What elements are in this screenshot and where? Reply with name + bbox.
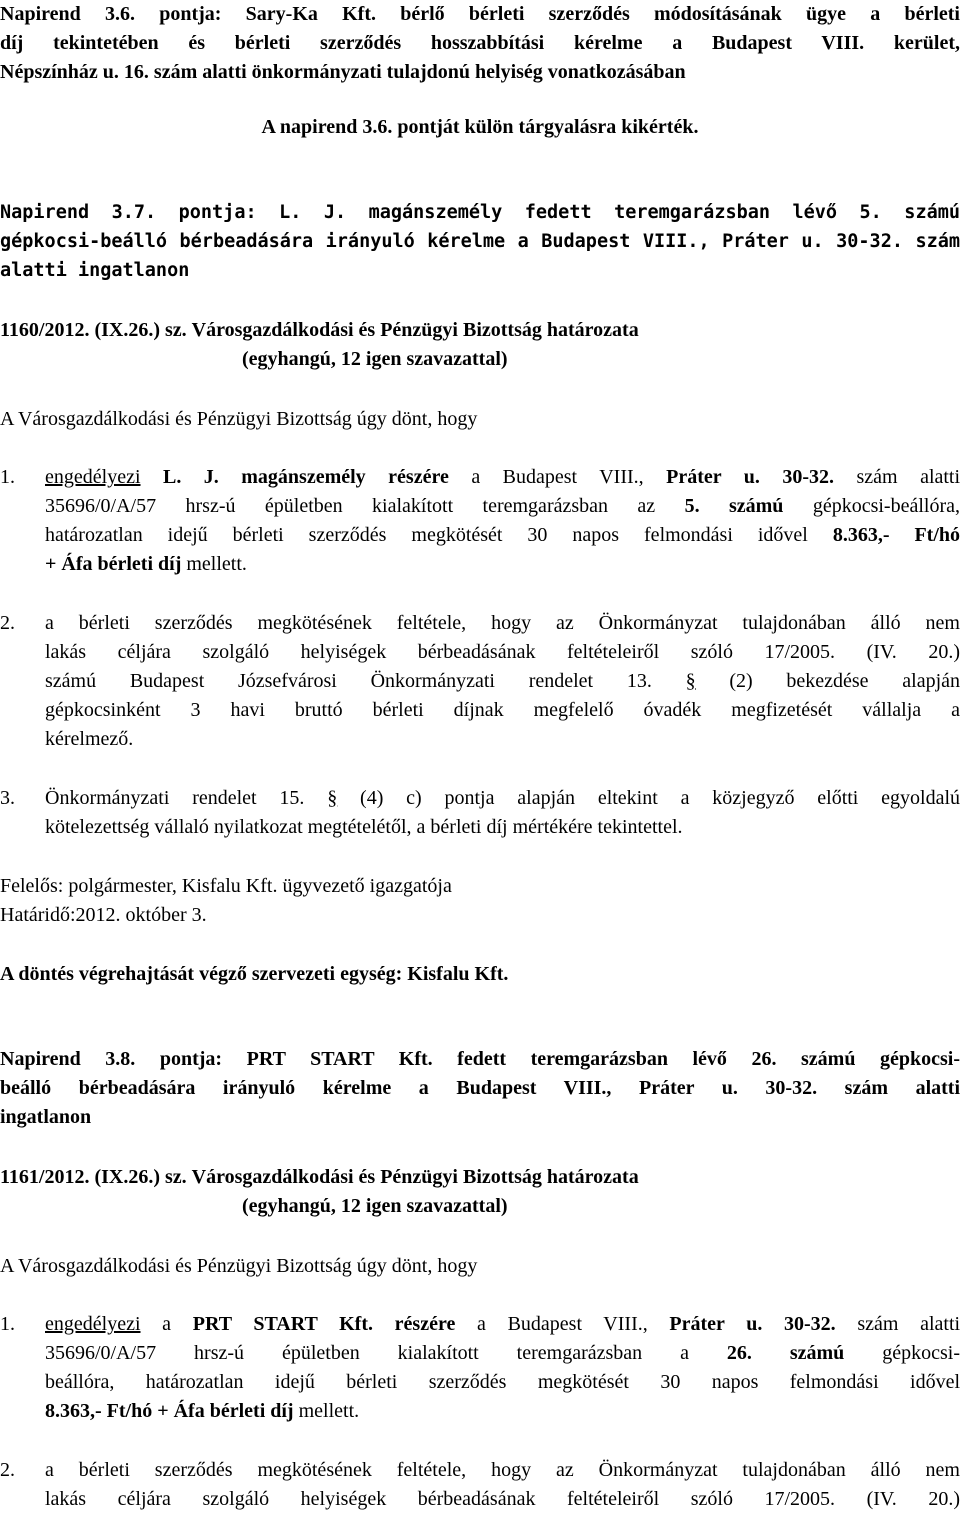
agenda-item-3-8-heading bbox=[0, 1045, 960, 1132]
resolution-title: Városgazdálkodási és Pénzügyi Bizottság határozata bbox=[191, 1166, 639, 1188]
heading-line: Napirend 3.8. pontja: PRT START Kft. fedett teremgarázsban lévő 26. számú gépkocsi- bbox=[0, 1048, 960, 1070]
text: (2) bekezdése alapján bbox=[729, 670, 960, 692]
text: (4) c) pontja alapján eltekint a közjegyző előtti egyoldalú bbox=[360, 787, 960, 809]
text: lakás céljára szolgáló helyiségek bérbeadásának feltételeiről szóló 17/2005. (IV. 20.) bbox=[45, 641, 960, 663]
point-number: 2. bbox=[0, 1459, 15, 1481]
text: mellett. bbox=[186, 553, 247, 575]
address-street: Práter u. 30-32. bbox=[666, 466, 835, 488]
agenda-item-3-7-heading bbox=[0, 198, 960, 285]
address-part: szám alatti bbox=[856, 466, 960, 488]
text: kérelmező. bbox=[45, 728, 134, 750]
resolution-title: Városgazdálkodási és Pénzügyi Bizottság határozata bbox=[191, 319, 639, 341]
heading-line: alatti ingatlanon bbox=[0, 260, 190, 281]
decision-point-3 bbox=[0, 784, 960, 844]
executor-line: A döntés végrehajtását végző szervezeti egység: Kisfalu Kft. bbox=[0, 963, 509, 985]
heading-line: ingatlanon bbox=[0, 1106, 92, 1128]
resolution-number: 1160/2012. (IX.26.) sz. bbox=[0, 319, 187, 341]
beneficiary: PRT START Kft. részére bbox=[192, 1313, 456, 1335]
heading-line: díj tekintetében és bérleti szerződés hosszabbítási kérelme a Budapest VIII. kerület, bbox=[0, 32, 960, 54]
text: beállóra, határozatlan idejű bérleti szerződés megkötését 30 napos felmondási idővel bbox=[45, 1371, 960, 1393]
address-part: a Budapest VIII., bbox=[471, 466, 644, 488]
point-number: 1. bbox=[0, 1313, 15, 1335]
resolution-1160-header bbox=[0, 316, 960, 374]
decision-point-2 bbox=[0, 609, 960, 759]
text: 35696/0/A/57 hrsz-ú épületben kialakított teremgarázsban a bbox=[45, 1342, 689, 1364]
heading-line: beálló bérbeadására irányuló kérelme a Budapest VIII., Práter u. 30-32. szám alatti bbox=[0, 1077, 960, 1099]
text: a bbox=[162, 1313, 172, 1335]
address-part: a Budapest VIII., bbox=[477, 1313, 648, 1335]
decision-point-1 bbox=[0, 463, 960, 583]
heading-line: gépkocsi-beálló bérbeadására irányuló kérelme a Budapest VIII., Práter u. 30-32. szám bbox=[0, 231, 960, 252]
spot-number: 26. számú bbox=[726, 1342, 845, 1364]
text: lakás céljára szolgáló helyiségek bérbeadásának feltételeiről szóló 17/2005. (IV. 20.) bbox=[45, 1488, 960, 1510]
rent-vat: + Áfa bérleti díj bbox=[45, 553, 182, 575]
text: 35696/0/A/57 hrsz-ú épületben kialakított teremgarázsban az bbox=[45, 495, 656, 517]
text: Önkormányzati rendelet 15. bbox=[45, 787, 305, 809]
text: mellett. bbox=[298, 1400, 360, 1422]
deadline-line: Határidő:2012. október 3. bbox=[0, 904, 207, 926]
spot-number: 5. számú bbox=[684, 495, 784, 517]
text: számú Budapest Józsefvárosi Önkormányzati rendelet 13. bbox=[45, 670, 652, 692]
vote-result: (egyhangú, 12 igen szavazattal) bbox=[242, 348, 508, 370]
responsible-line: Felelős: polgármester, Kisfalu Kft. ügyvezető igazgatója bbox=[0, 875, 452, 897]
heading-line: Napirend 3.6. pontja: Sary-Ka Kft. bérlő bérleti szerződés módosításának ügye a bérleti bbox=[0, 3, 960, 25]
permit-word: engedélyezi bbox=[45, 1313, 141, 1335]
rent-amount: 8.363,- Ft/hó bbox=[832, 524, 960, 546]
resolution-number: 1161/2012. (IX.26.) sz. bbox=[0, 1166, 187, 1188]
point-number: 2. bbox=[0, 612, 15, 634]
text: gépkocsi-beállóra, bbox=[812, 495, 960, 517]
address-street: Práter u. 30-32. bbox=[669, 1313, 836, 1335]
vote-result: (egyhangú, 12 igen szavazattal) bbox=[242, 1195, 508, 1217]
permit-word: engedélyezi bbox=[45, 466, 141, 488]
text: gépkocsi- bbox=[882, 1342, 960, 1364]
heading-line: Népszínház u. 16. szám alatti önkormányzati tulajdonú helyiség vonatkozásában bbox=[0, 61, 686, 83]
text: határozatlan idejű bérleti szerződés megkötését 30 napos felmondási idővel bbox=[45, 524, 808, 546]
text: a bérleti szerződés megkötésének feltétele, hogy az Önkormányzat tulajdonában álló nem bbox=[45, 612, 960, 634]
agenda-item-3-6-note: A napirend 3.6. pontját külön tárgyalásra kikérték. bbox=[261, 116, 699, 138]
section-sign: § bbox=[327, 787, 338, 809]
text: kötelezettség vállaló nyilatkozat megtételétől, a bérleti díj mértékére tekintettel. bbox=[45, 816, 683, 838]
point-number: 3. bbox=[0, 787, 15, 809]
decision-point-1 bbox=[0, 1310, 960, 1430]
decision-intro: A Városgazdálkodási és Pénzügyi Bizottság úgy dönt, hogy bbox=[0, 1255, 478, 1277]
decision-point-2 bbox=[0, 1456, 960, 1516]
heading-line: Napirend 3.7. pontja: L. J. magánszemély fedett teremgarázsban lévő 5. számú bbox=[0, 202, 960, 223]
resolution-1161-header bbox=[0, 1163, 960, 1221]
beneficiary: L. J. magánszemély részére bbox=[162, 466, 449, 488]
rent-amount: 8.363,- Ft/hó + Áfa bérleti díj bbox=[45, 1400, 294, 1422]
text: gépkocsinként 3 havi bruttó bérleti díjnak megfelelő óvadék megfizetését vállalja a bbox=[45, 699, 960, 721]
section-sign: § bbox=[685, 670, 696, 692]
text: a bérleti szerződés megkötésének feltétele, hogy az Önkormányzat tulajdonában álló nem bbox=[45, 1459, 960, 1481]
address-part: szám alatti bbox=[857, 1313, 960, 1335]
responsibility-block bbox=[0, 872, 960, 930]
decision-intro: A Városgazdálkodási és Pénzügyi Bizottság úgy dönt, hogy bbox=[0, 408, 478, 430]
agenda-item-3-6-heading bbox=[0, 0, 960, 87]
point-number: 1. bbox=[0, 466, 15, 488]
